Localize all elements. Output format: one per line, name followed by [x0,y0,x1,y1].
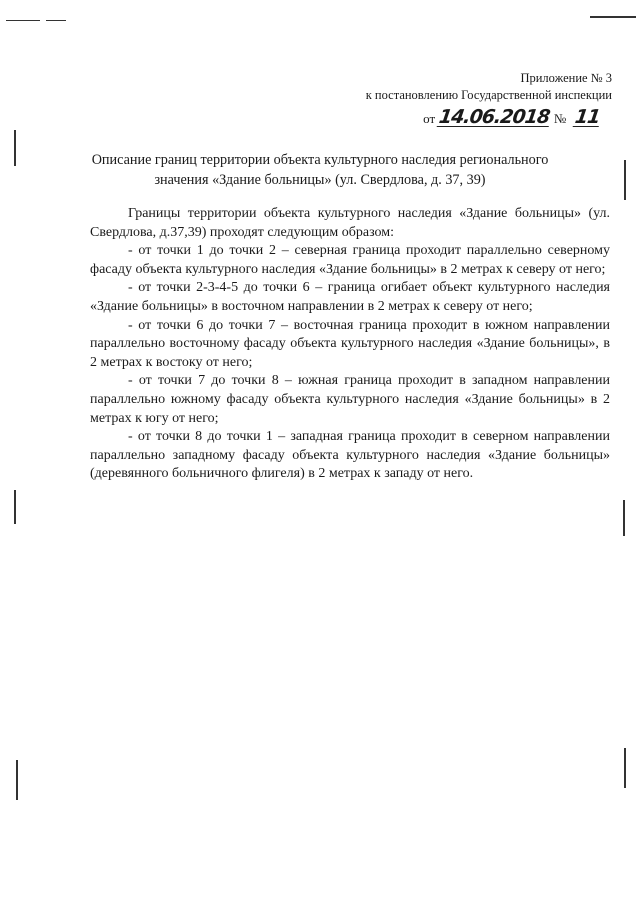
number-label: № [553,111,567,126]
appendix-number: Приложение № 3 [520,71,612,85]
scan-mark-top-left-short [46,20,66,21]
document-body [90,205,610,484]
body-paragraph-1-2: - от точки 1 до точки 2 – северная граница проходит параллельно северному фасаду объекта культурного наследия «Здание больницы» в 2 метрах к северу от него; [90,243,610,277]
scan-mark-right-edge-3 [624,748,626,788]
handwritten-number: 11 [573,106,601,128]
appendix-reference: к постановлению Государственной инспекции [365,88,612,102]
scan-mark-top-right [590,16,636,18]
scan-mark-top-left [6,20,40,21]
scan-mark-right-edge-2 [623,500,625,536]
body-paragraph-2-6: - от точки 2-3-4-5 до точки 6 – граница огибает объект культурного наследия «Здание больницы» в восточном направлении в 2 метрах к северу от него; [90,280,610,314]
body-paragraph-intro: Границы территории объекта культурного наследия «Здание больницы» (ул. Свердлова, д.37,39) проходят следующим образом: [90,206,610,240]
body-paragraph-8-1: - от точки 8 до точки 1 – западная граница проходит в северном направлении параллельно западному фасаду объекта культурного наследия «Здание больницы» (деревянного больничного флигеля) в 2 метрах к западу от него. [90,429,610,482]
scan-mark-right-edge-1 [624,160,626,200]
appendix-header [292,70,612,104]
document-title [90,150,550,190]
scan-mark-left-edge-3 [16,760,18,800]
title-line-1: Описание границ территории объекта культурного наследия регионального [91,152,549,168]
body-paragraph-6-7: - от точки 6 до точки 7 – восточная граница проходит в южном направлении параллельно восточному фасаду объекта культурного наследия «Здание больницы», в 2 метрах к востоку от него; [90,317,610,370]
title-line-2: значения «Здание больницы» (ул. Свердлова, д. 37, 39) [154,172,486,188]
scan-mark-left-edge-2 [14,490,16,524]
scan-mark-left-edge-1 [14,130,16,166]
document-date-line [423,108,600,127]
date-prefix: от [423,111,436,126]
body-paragraph-7-8: - от точки 7 до точки 8 – южная граница проходит в западном направлении параллельно южному фасаду объекта культурного наследия «Здание больницы» в 2 метрах к югу от него; [90,373,610,426]
handwritten-date: 14.06.2018 [437,106,552,128]
